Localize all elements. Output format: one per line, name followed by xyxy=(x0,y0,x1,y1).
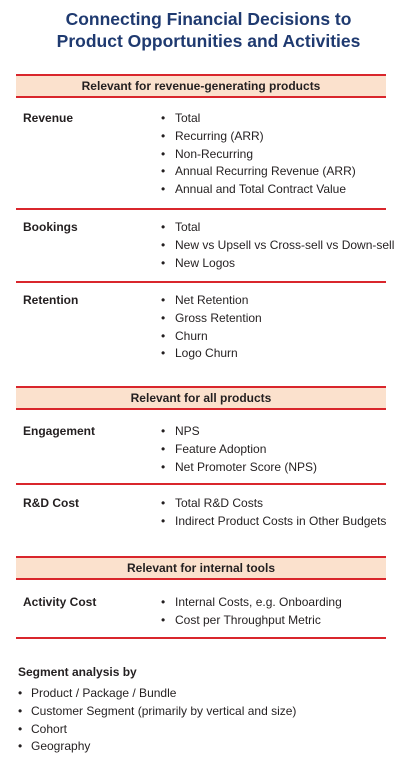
segment-analysis-title: Segment analysis by xyxy=(18,665,137,679)
retention-metrics-list xyxy=(161,292,262,363)
page-title-line-1: Connecting Financial Decisions to xyxy=(65,9,352,29)
section-heading-all-products: Relevant for all products xyxy=(16,386,386,410)
list-item: • Cohort xyxy=(18,721,296,739)
list-item: • Cost per Throughput Metric xyxy=(161,612,342,630)
page-title-line-2: Product Opportunities and Activities xyxy=(56,31,361,51)
list-item: • New Logos xyxy=(161,255,394,273)
list-item: • Total xyxy=(161,219,394,237)
list-item: • New vs Upsell vs Cross-sell vs Down-sell xyxy=(161,237,394,255)
row-label-activity-cost: Activity Cost xyxy=(23,595,97,609)
activity-cost-metrics-list xyxy=(161,594,342,630)
list-item: • NPS xyxy=(161,423,317,441)
list-item: • Annual Recurring Revenue (ARR) xyxy=(161,163,356,181)
list-item: • Total xyxy=(161,110,356,128)
divider xyxy=(16,483,386,485)
list-item: • Churn xyxy=(161,328,262,346)
divider xyxy=(16,281,386,283)
bookings-metrics-list xyxy=(161,219,394,272)
list-item: • Non-Recurring xyxy=(161,146,356,164)
list-item: • Recurring (ARR) xyxy=(161,128,356,146)
row-label-bookings: Bookings xyxy=(23,220,78,234)
divider xyxy=(16,637,386,639)
list-item: • Product / Package / Bundle xyxy=(18,685,296,703)
list-item: • Total R&D Costs xyxy=(161,495,386,513)
section-heading-internal-tools: Relevant for internal tools xyxy=(16,556,386,580)
row-label-rd-cost: R&D Cost xyxy=(23,496,79,510)
row-label-retention: Retention xyxy=(23,293,79,307)
rd-cost-metrics-list xyxy=(161,495,386,531)
row-label-engagement: Engagement xyxy=(23,424,96,438)
segment-analysis-list xyxy=(18,685,296,756)
list-item: • Customer Segment (primarily by vertical and size) xyxy=(18,703,296,721)
list-item: • Net Retention xyxy=(161,292,262,310)
list-item: • Internal Costs, e.g. Onboarding xyxy=(161,594,342,612)
engagement-metrics-list xyxy=(161,423,317,476)
divider xyxy=(16,208,386,210)
list-item: • Indirect Product Costs in Other Budgets xyxy=(161,513,386,531)
revenue-metrics-list xyxy=(161,110,356,199)
section-heading-revenue-products: Relevant for revenue-generating products xyxy=(16,74,386,98)
list-item: • Annual and Total Contract Value xyxy=(161,181,356,199)
page-title xyxy=(0,8,417,52)
list-item: • Net Promoter Score (NPS) xyxy=(161,459,317,477)
row-label-revenue: Revenue xyxy=(23,111,74,125)
list-item: • Geography xyxy=(18,738,296,756)
list-item: • Logo Churn xyxy=(161,345,262,363)
list-item: • Gross Retention xyxy=(161,310,262,328)
list-item: • Feature Adoption xyxy=(161,441,317,459)
